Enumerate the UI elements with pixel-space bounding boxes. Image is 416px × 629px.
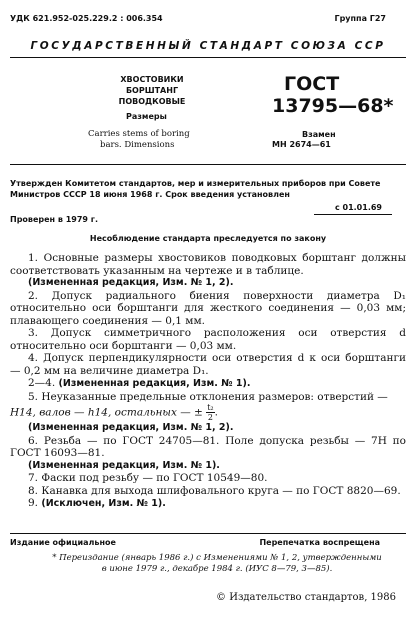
title-block <box>92 74 212 107</box>
tolerance-fraction <box>206 403 214 422</box>
clause-1-edition: (Измененная редакция, Изм. № 1, 2). <box>28 277 234 288</box>
title-line-2: БОРШТАНГ <box>125 86 179 95</box>
fraction-numerator: t₂ <box>207 403 214 412</box>
date-underline <box>314 214 392 215</box>
udk-code: УДК 621.952-025.229.2 : 006.354 <box>10 14 163 23</box>
no-reprint-label: Перепечатка воспрещена <box>259 538 380 547</box>
copyright: © Издательство стандартов, 1986 <box>216 592 396 603</box>
checked-year: Проверен в 1979 г. <box>10 215 98 224</box>
english-title <box>88 129 208 151</box>
official-edition-label: Издание официальное <box>10 538 116 547</box>
title-line-3: ПОВОДКОВЫЕ <box>118 97 186 106</box>
clause-5-line-1: 5. Неуказанные предельные отклонения размеров: отверстий — <box>28 390 388 403</box>
clause-6: 6. Резьба — по ГОСТ 24705—81. Поле допуска резьбы — 7H по ГОСТ 16093—81. <box>10 434 406 459</box>
gost-number: 13795—68* <box>272 95 394 117</box>
clause-5-end: . <box>214 406 218 419</box>
reissue-note: * Переиздание (январь 1986 г.) с Изменениями № 1, 2, утвержденными в июне 1979 г., декабре 1984 г. (ИУС 8—79, 3—85). <box>52 553 382 574</box>
clause-2-4-note <box>10 377 406 391</box>
law-notice: Несоблюдение стандарта преследуется по закону <box>89 234 327 243</box>
fraction-denominator: 2 <box>207 413 213 422</box>
clause-5-text: H14, валов — h14, остальных — ± <box>10 406 203 419</box>
introduction-date: с 01.01.69 <box>334 203 382 212</box>
clause-9-number: 9. <box>28 497 39 509</box>
english-title-line-1: Carries stems of boring <box>88 129 190 139</box>
replaces-value: МН 2674—61 <box>272 140 331 149</box>
middle-divider <box>10 164 406 165</box>
english-title-line-2: bars. Dimensions <box>100 140 175 150</box>
clause-4: 4. Допуск перпендикулярности оси отверстия d к оси борштанги — 0,2 мм на величине диаметра D₁. <box>10 352 406 377</box>
clause-1: 1. Основные размеры хвостовиков поводковых борштанг должны соответствовать указанным на чертеже и в таблице. <box>10 252 406 277</box>
clause-2: 2. Допуск радиального биения поверхности диаметра D₁ относительно оси борштанги для жесткого соединения — 0,03 мм; плавающего соединения — 0,1 мм. <box>10 289 406 327</box>
clause-6-edition: (Измененная редакция, Изм. № 1). <box>28 459 220 471</box>
clause-9 <box>10 497 406 511</box>
group-code: Группа Г27 <box>334 14 386 23</box>
clause-5-edition: (Измененная редакция, Изм. № 1, 2). <box>28 422 234 433</box>
bottom-divider <box>10 533 406 534</box>
replaces-label: Взамен <box>302 130 336 139</box>
clause-2-4-number: 2—4. <box>28 377 56 389</box>
title-line-1: ХВОСТОВИКИ <box>120 75 184 84</box>
top-divider <box>10 57 406 58</box>
clause-3: 3. Допуск симметричного расположения оси отверстия d относительно оси борштанги — 0,03 мм. <box>10 327 406 352</box>
gost-label: ГОСТ <box>284 73 340 95</box>
standard-body <box>10 252 406 511</box>
clause-7: 7. Фаски под резьбу — по ГОСТ 10549—80. <box>28 472 268 484</box>
approval-text: Утвержден Комитетом стандартов, мер и измерительных приборов при Совете Министров СССР 18 июня 1968 г. Срок введения установлен <box>10 179 381 199</box>
clause-5-line-2 <box>10 403 406 422</box>
subtitle: Размеры <box>126 112 167 121</box>
standard-banner: ГОСУДАРСТВЕННЫЙ СТАНДАРТ СОЮЗА ССР <box>30 40 386 52</box>
clause-8: 8. Канавка для выхода шлифовального круга — по ГОСТ 8820—69. <box>28 484 401 497</box>
clause-2-4-edition: (Измененная редакция, Изм. № 1). <box>58 378 251 389</box>
clause-9-edition: (Исключен, Изм. № 1). <box>41 498 166 509</box>
